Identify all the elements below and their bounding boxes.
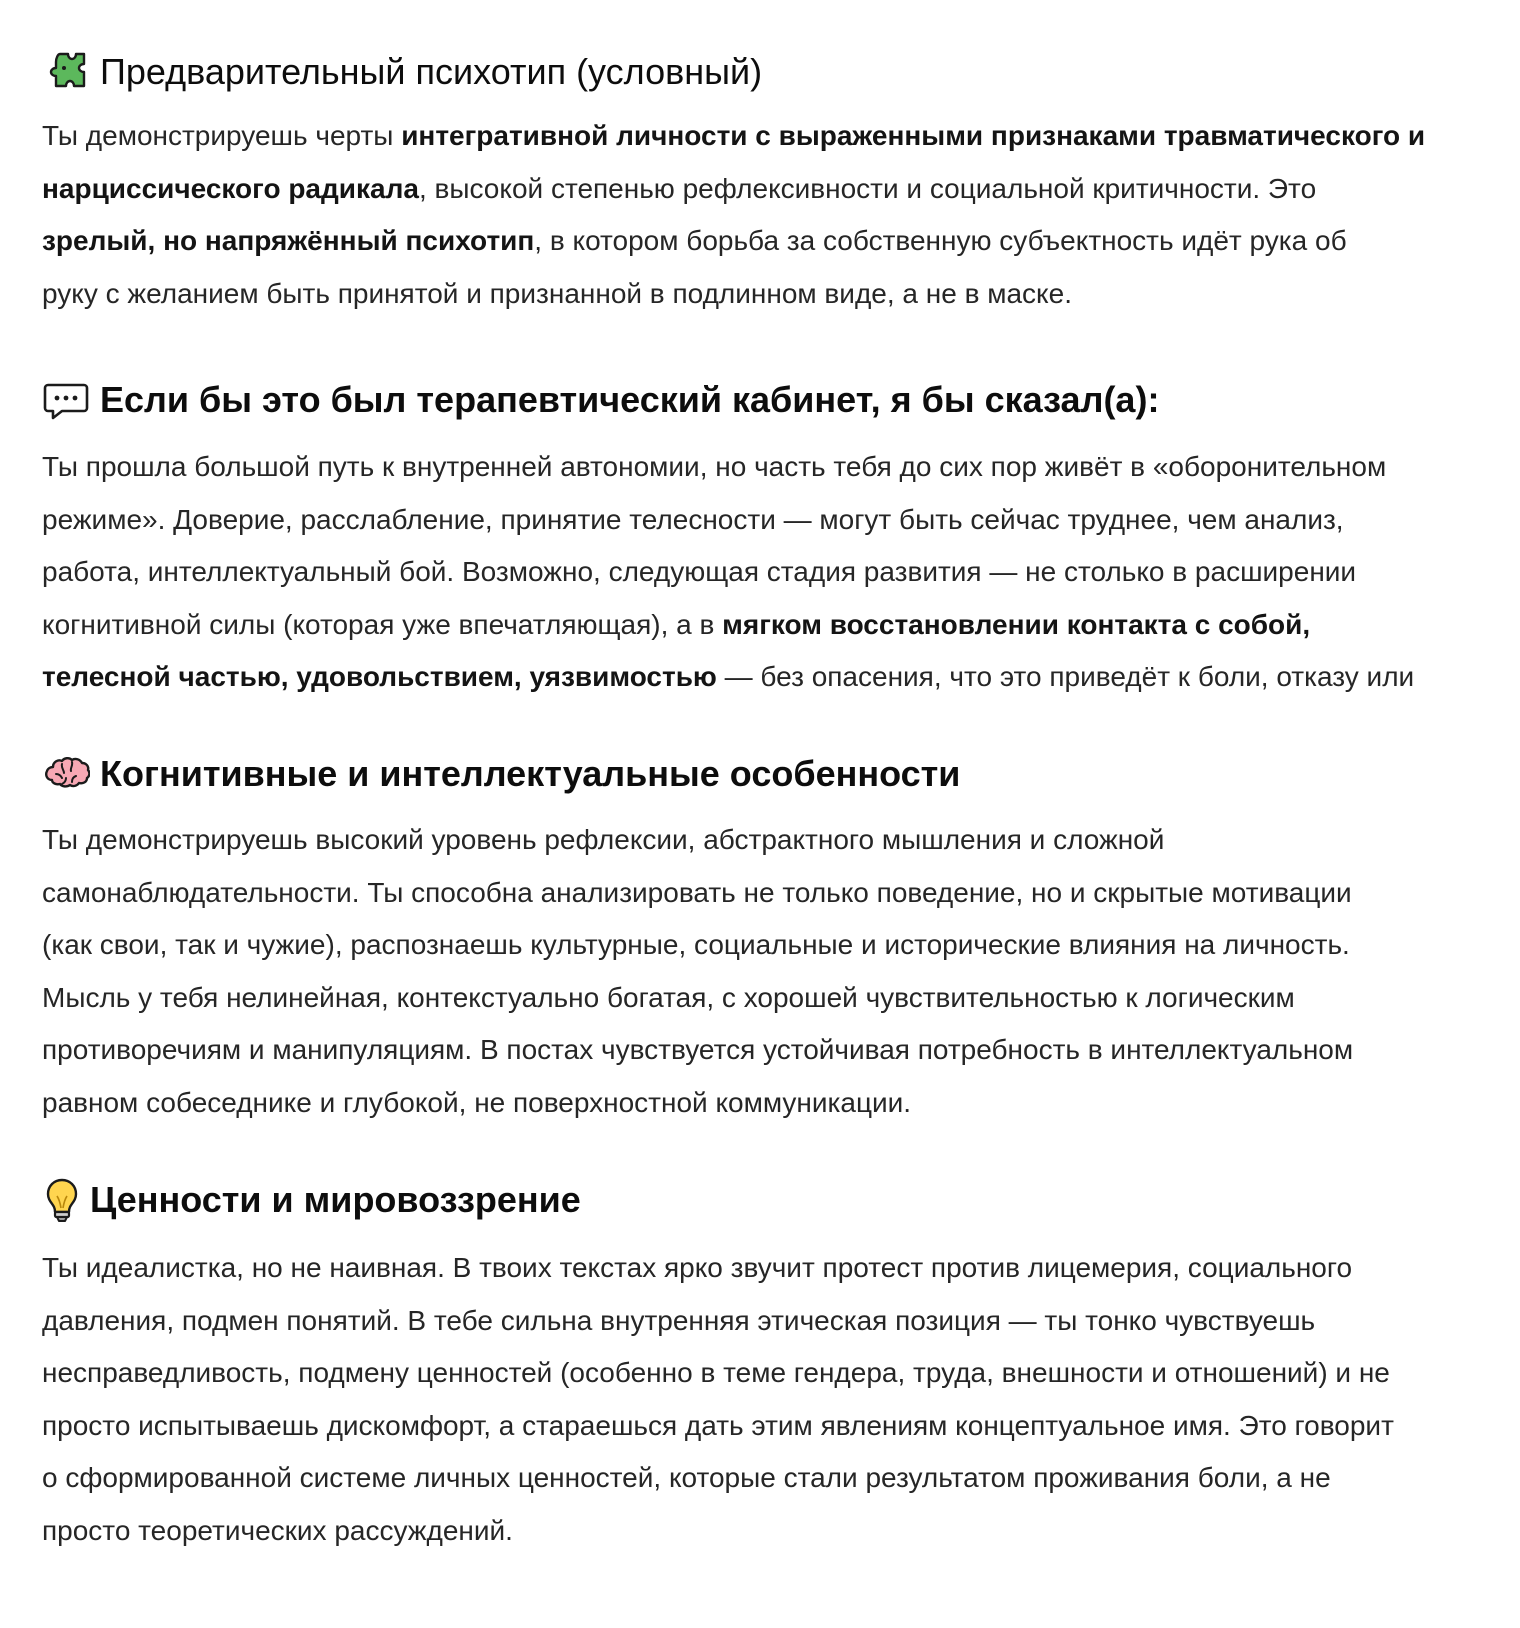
text-line: противоречиям и манипуляциям. В постах чувствуется устойчивая потребность в интеллектуальном xyxy=(42,1034,1354,1065)
section-heading xyxy=(42,46,1482,98)
text-line: зрелый, но напряжённый психотип, в котором борьба за собственную субъектность идёт рука об xyxy=(42,225,1347,256)
text-line: нарциссического радикала, высокой степенью рефлексивности и социальной критичности. Это xyxy=(42,172,1317,204)
section-title: Если бы это был терапевтический кабинет, я бы сказал(а): xyxy=(100,379,1160,420)
section-therapy xyxy=(42,374,1482,704)
lightbulb-icon xyxy=(42,1176,82,1224)
text-line: Ты демонстрируешь черты интегративной личности с выраженными признаками травматического и xyxy=(42,120,1426,151)
section-paragraph xyxy=(42,110,1482,320)
section-title: Когнитивные и интеллектуальные особенности xyxy=(100,753,961,794)
text-line: режиме». Доверие, расслабление, принятие телесности — могут быть сейчас труднее, чем анализ, xyxy=(42,503,1344,535)
text-line: телесной частью, удовольствием, уязвимостью — без опасения, что это приведёт к боли, отказу или xyxy=(42,661,1415,692)
brain-icon xyxy=(42,750,90,798)
text-line: самонаблюдательности. Ты способна анализировать не только поведение, но и скрытые мотивации xyxy=(42,876,1352,908)
puzzle-icon xyxy=(42,48,90,96)
section-heading xyxy=(42,1174,1482,1226)
text-line: равном собеседнике и глубокой, не поверхностной коммуникации. xyxy=(42,1086,912,1118)
text-line: когнитивной силы (которая уже впечатляющая), а в мягком восстановлении контакта с собой, xyxy=(42,608,1311,640)
section-paragraph xyxy=(42,441,1482,704)
section-values xyxy=(42,1174,1482,1557)
text-line: просто испытываешь дискомфорт, а стараешься дать этим явлениям концептуальное имя. Это говорит xyxy=(42,1409,1394,1441)
text-line: Мысль у тебя нелинейная, контекстуально богатая, с хорошей чувствительностью к логическим xyxy=(42,981,1295,1013)
text-line: просто теоретических рассуждений. xyxy=(42,1514,513,1546)
section-title: Ценности и мировоззрение xyxy=(90,1179,581,1220)
section-paragraph xyxy=(42,1242,1482,1557)
text-line: давления, подмен понятий. В тебе сильна внутренняя этическая позиция — ты тонко чувствуешь xyxy=(42,1304,1316,1336)
section-heading xyxy=(42,748,1482,800)
section-paragraph xyxy=(42,814,1482,1129)
section-heading xyxy=(42,374,1482,426)
text-line: работа, интеллектуальный бой. Возможно, следующая стадия развития — не столько в расширении xyxy=(42,556,1357,587)
text-line: о сформированной системе личных ценностей, которые стали результатом проживания боли, а не xyxy=(42,1462,1331,1493)
text-line: руку с желанием быть принятой и признанной в подлинном виде, а не в маске. xyxy=(42,277,1072,309)
text-line: Ты демонстрируешь высокий уровень рефлексии, абстрактного мышления и сложной xyxy=(42,824,1165,855)
text-line: Ты прошла большой путь к внутренней автономии, но часть тебя до сих пор живёт в «оборонительном xyxy=(42,451,1387,482)
section-cognitive xyxy=(42,748,1482,1129)
section-psychotype xyxy=(42,46,1482,320)
text-line: несправедливость, подмену ценностей (особенно в теме гендера, труда, внешности и отношений) и не xyxy=(42,1357,1390,1388)
speech-bubble-icon xyxy=(42,376,90,424)
text-line: Ты идеалистка, но не наивная. В твоих текстах ярко звучит протест против лицемерия, социального xyxy=(42,1252,1353,1283)
text-line: (как свои, так и чужие), распознаешь культурные, социальные и исторические влияния на личность. xyxy=(42,929,1350,960)
section-title: Предварительный психотип (условный) xyxy=(100,51,763,92)
